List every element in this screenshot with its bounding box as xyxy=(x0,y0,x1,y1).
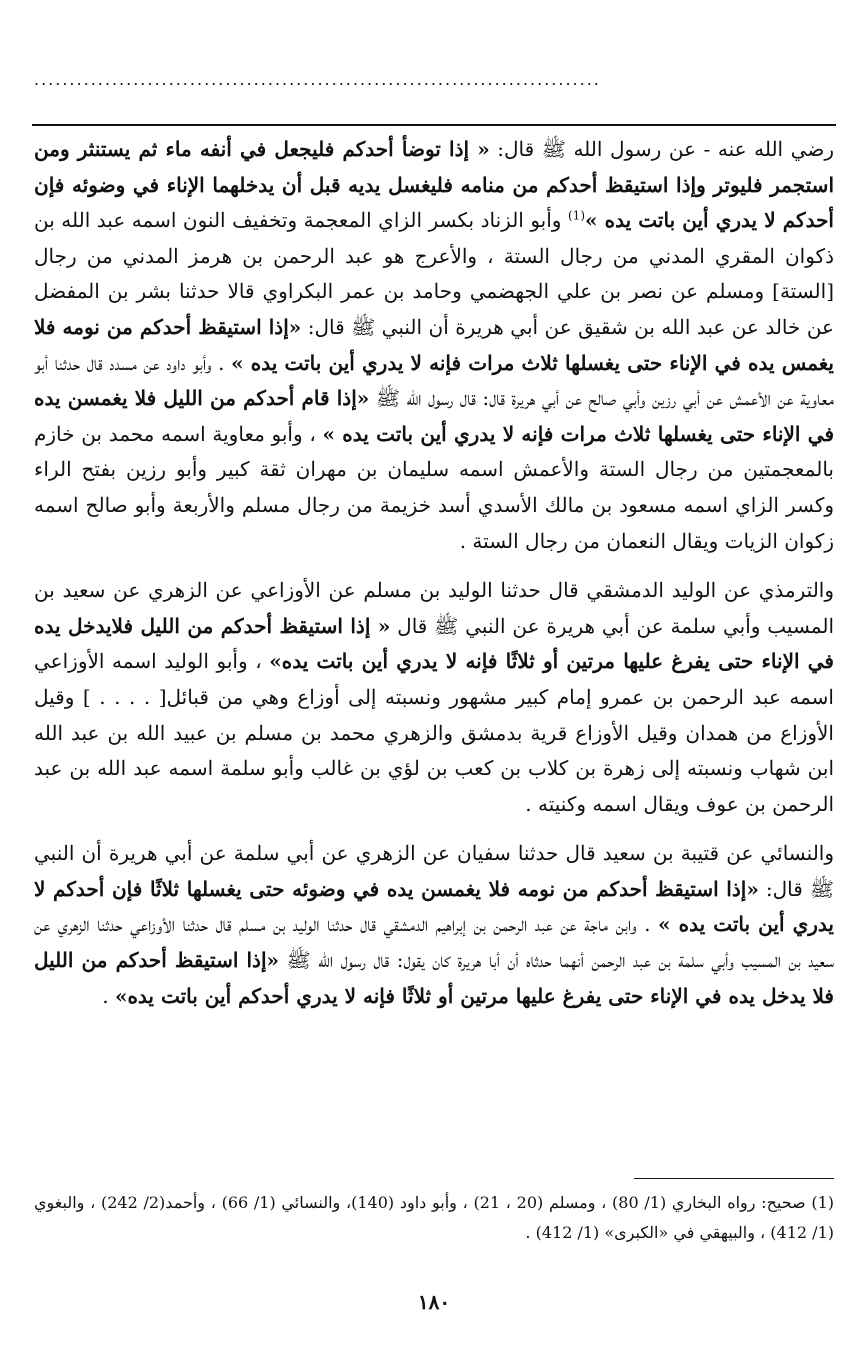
text-run: والنسائي عن قتيبة بن سعيد قال حدثنا سفيان عن الزهري عن أبي سلمة عن أبي هريرة أن النبي ﷺ قال: xyxy=(34,841,834,901)
text-run: . وأبو داود عن مسدد قال حدثنا أبو معاوية عن الأعمش عن أبي رزين وأبي صالح عن أبي هريرة قال: قال رسول الله ﷺ xyxy=(34,350,834,411)
text-run: . وابن ماجة عن عبد الرحمن بن إبراهيم الدمشقي قال حدثنا الوليد بن مسلم قال حدثنا الأوزاعي حدثنا الزهري عن سعيد بن المسيب وأبي سلمة بن عبد الرحمن أنهما حدثاه أن أبا هريرة كان يقول: قال رسول الله ﷺ xyxy=(34,912,834,973)
text-run: رضي الله عنه - عن رسول الله ﷺ قال: xyxy=(489,137,834,161)
paragraph xyxy=(34,132,834,559)
header-dotted-line: ................................................................................ xyxy=(34,70,601,89)
footnote: (1) صحيح: رواه البخاري (1/ 80) ، ومسلم (20 ، 21) ، وأبو داود (140)، والنسائي (1/ 66) ، وأحمد(2/ 242) ، والبغوي (1/ 412) ، والبيهقي في «الكبرى» (1/ 412) . xyxy=(34,1193,835,1242)
hadith-quote: «إذا قام أحدكم من الليل فلا يغمسن يده في الإناء حتى يغسلها ثلاث مرات فإنه لا يدري أين باتت يده » xyxy=(34,386,834,446)
footnote-rule xyxy=(634,1178,834,1179)
paragraph xyxy=(34,573,834,822)
text-run: ، وأبو معاوية اسمه محمد بن خازم بالمعجمتين من رجال الستة والأعمش اسمه سليمان بن مهران ثقة كبير وأبو رزين بفتح الراء وكسر الزاي اسمه مسعود بن مالك الأسدي أسد خزيمة من رجال مسلم والأربعة وأبو صالح اسمه زكوان الزيات ويقال النعمان من رجال الستة . xyxy=(34,421,834,553)
hadith-quote: « إذا استيقظ أحدكم من الليل فلايدخل يده في الإناء حتى يفرغ عليها مرتين أو ثلاثًا فإنه لا يدري أين باتت يده» xyxy=(34,613,834,674)
hadith-quote: «إذا استيقظ أحدكم من الليل فلا يدخل يده في الإناء حتى يفرغ عليها مرتين أو ثلاثًا فإنه لا يدري أحدكم أين باتت يده» xyxy=(34,948,834,1008)
paragraph xyxy=(34,836,834,1014)
text-run: ، وأبو الوليد اسمه الأوزاعي اسمه عبد الرحمن بن عمرو إمام كبير مشهور ونسبته إلى أوزاع وهي من قبائل[ . . . . ] وقيل الأوزاع من همدان وقيل الأوزاع قرية بدمشق والزهري محمد بن مسلم بن عبيد الله بن عبد الله ابن شهاب ونسبته إلى زهرة بن كلاب بن كعب بن لؤي بن غالب وأبو سلمة اسمه عبد الله بن عبد الرحمن بن عوف ويقال اسمه وكنيته . xyxy=(34,649,834,816)
hadith-quote: « إذا توضأ أحدكم فليجعل في أنفه ماء ثم يستنثر ومن استجمر فليوتر وإذا استيقظ أحدكم من منامه فليغسل يديه قبل أن يدخلهما الإناء في وضوئه فإن أحدكم لا يدري أين باتت يده » xyxy=(34,137,834,233)
text-run: . xyxy=(102,983,115,1008)
header-rule xyxy=(32,124,836,126)
page-number: ١٨٠ xyxy=(417,1290,451,1314)
hadith-quote: «إذا استيقظ أحدكم من نومه فلا يغمس يده في الإناء حتى يغسلها ثلاث مرات فإنه لا يدري أين باتت يده » xyxy=(34,314,834,375)
hadith-quote: «إذا استيقظ أحدكم من نومه فلا يغمسن يده في وضوئه حتى يغسلها ثلاثًا فإن أحدكم لا يدري أين باتت يده » xyxy=(34,876,834,937)
text-run: وأبو الزناد بكسر الزاي المعجمة وتخفيف النون اسمه عبد الله بن ذكوان المقري المدني من رجال الستة ، والأعرج هو عبد الرحمن بن هرمز المدني من رجال [الستة] ومسلم عن نصر بن علي الجهضمي وحامد بن عمر البكراوي قالا حدثنا بشر بن المفضل عن خالد عن عبد الله بن شقيق عن أبي هريرة أن النبي ﷺ قال: xyxy=(34,208,834,339)
main-text xyxy=(34,132,834,1014)
footnote-marker: (1) xyxy=(567,208,585,223)
text-run: والترمذي عن الوليد الدمشقي قال حدثنا الوليد بن مسلم عن الأوزاعي عن الزهري عن سعيد بن المسيب وأبي سلمة عن أبي هريرة عن النبي ﷺ قال xyxy=(34,578,834,638)
